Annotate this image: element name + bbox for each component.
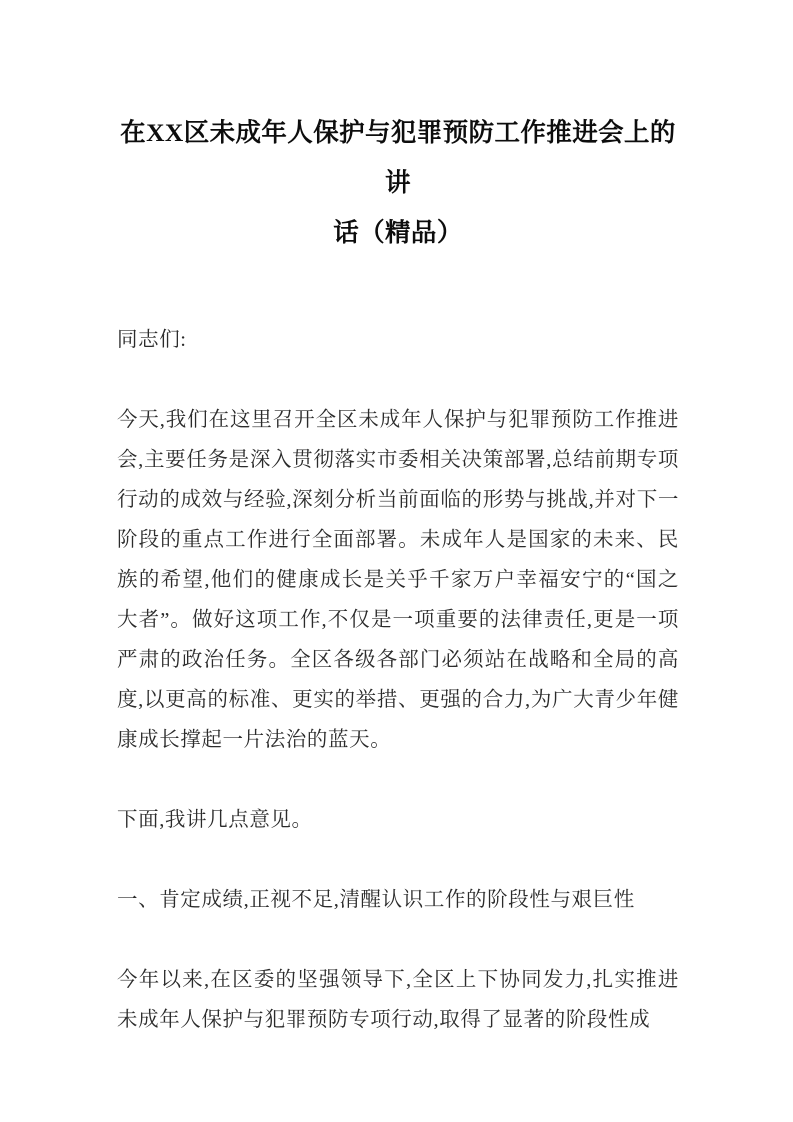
document-content (117, 108, 679, 1040)
section-heading-one: 一、肯定成绩,正视不足,清醒认识工作的阶段性与艰巨性 (117, 889, 635, 911)
paragraph-transition: 下面,我讲几点意见。 (117, 809, 313, 831)
page-title-line-2: 话（精品） (333, 218, 463, 247)
page-title-line-1: 在XX区未成年人保护与犯罪预防工作推进会上的讲 (120, 118, 676, 197)
paragraph-section-one-body: 今年以来,在区委的坚强领导下,全区上下协同发力,扎实推进未成年人保护与犯罪预防专项行动,取得了显著的阶段性成 (117, 969, 679, 1031)
paragraph-opening: 今天,我们在这里召开全区未成年人保护与犯罪预防工作推进会,主要任务是深入贯彻落实市委相关决策部署,总结前期专项行动的成效与经验,深刻分析当前面临的形势与挑战,并对下一阶段的重点工作进行全面部署。未成年人是国家的未来、民族的希望,他们的健康成长是关乎千家万户幸福安宁的“国之大者”。做好这项工作,不仅是一项重要的法律责任,更是一项严肃的政治任务。全区各级各部门必须站在战略和全局的高度,以更高的标准、更实的举措、更强的合力,为广大青少年健康成长撑起一片法治的蓝天。 (117, 409, 679, 751)
paragraph-salutation: 同志们: (117, 329, 187, 351)
title-body-spacer (117, 258, 679, 320)
page-title (117, 108, 679, 258)
